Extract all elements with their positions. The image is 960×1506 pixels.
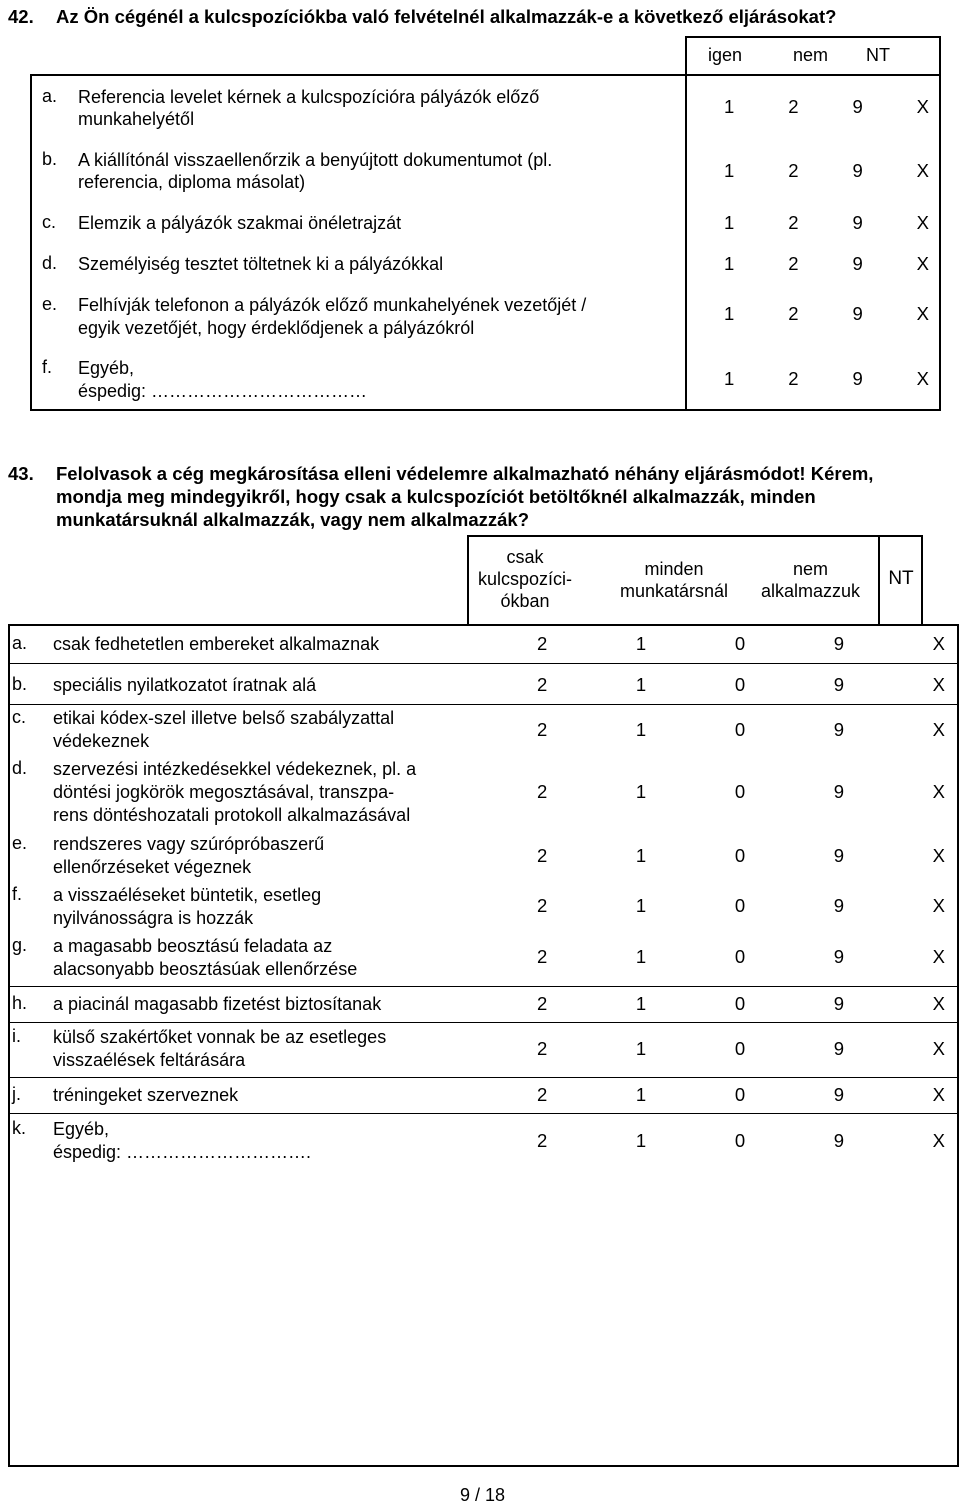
row-text-line: egyik vezetőjét, hogy érdeklődjenek a pályázókról — [78, 318, 475, 338]
q43-rule-ij — [8, 1077, 959, 1078]
code-option[interactable]: 9 — [833, 1130, 845, 1151]
row-letter: d. — [42, 253, 58, 273]
row-text-line: tréningeket szerveznek — [53, 1085, 239, 1105]
q43-question-line: mondja meg mindegyikről, hogy csak a kulcspozíciót betöltőknél alkalmazzák, minden — [56, 486, 816, 507]
page-number: 9 / 18 — [460, 1485, 506, 1505]
header-line: minden — [644, 559, 704, 579]
code-option[interactable]: 2 — [788, 212, 799, 233]
code-option[interactable]: 2 — [788, 96, 799, 117]
q43-number: 43. — [8, 463, 34, 484]
q43-codes-i[interactable] — [537, 1038, 945, 1060]
row-text-line: A kiállítónál visszaellenőrzik a benyújtott dokumentumot (pl. — [78, 150, 553, 170]
code-option[interactable]: X — [932, 1038, 945, 1059]
q42-top-rule — [685, 36, 940, 38]
code-option[interactable]: 2 — [537, 946, 548, 967]
code-option[interactable]: 2 — [537, 1130, 548, 1151]
code-option[interactable]: 9 — [852, 368, 863, 389]
code-option[interactable]: 9 — [833, 1084, 845, 1105]
q43-codes-e[interactable] — [537, 845, 945, 867]
code-option[interactable]: 2 — [788, 303, 799, 324]
code-option[interactable]: 0 — [734, 895, 746, 916]
q43-header-top-rule — [467, 535, 922, 537]
row-text-line: alacsonyabb beosztásúak ellenőrzése — [53, 959, 358, 979]
row-text-line: a visszaéléseket büntetik, esetleg — [53, 885, 322, 905]
row-text-line: külső szakértőket vonnak be az esetleges — [53, 1027, 387, 1047]
code-option[interactable]: X — [932, 993, 945, 1014]
code-option[interactable]: 9 — [852, 303, 863, 324]
row-letter: h. — [12, 993, 28, 1013]
code-option[interactable]: X — [916, 303, 929, 324]
row-text-line: visszaélések feltárására — [53, 1050, 246, 1070]
q42-codes-e[interactable] — [724, 303, 929, 325]
code-option[interactable]: X — [932, 845, 945, 866]
row-text-line: nyilvánosságra is hozzák — [53, 908, 254, 928]
code-option[interactable]: 1 — [635, 674, 647, 695]
row-text-line: munkahelyétől — [78, 109, 195, 129]
row-text-line: Személyiség tesztet töltetnek ki a pályázókkal — [78, 254, 444, 274]
code-option[interactable]: X — [932, 781, 945, 802]
row-letter: j. — [12, 1084, 21, 1104]
code-option[interactable]: 2 — [537, 781, 548, 802]
code-option[interactable]: 9 — [833, 1038, 845, 1059]
code-option[interactable]: 2 — [537, 719, 548, 740]
row-text-line: döntési jogkörök megosztásával, transzpa- — [53, 782, 395, 802]
code-option[interactable]: 2 — [537, 993, 548, 1014]
row-text-line: Elemzik a pályázók szakmai önéletrajzát — [78, 213, 402, 233]
code-option[interactable]: 2 — [537, 845, 548, 866]
q43-rule-gh — [8, 986, 959, 987]
row-letter: a. — [42, 86, 58, 106]
q43-bottom-rule — [8, 1465, 959, 1467]
q42-bottom-rule — [30, 409, 941, 411]
q42-number: 42. — [8, 6, 34, 27]
code-option[interactable]: 9 — [833, 845, 845, 866]
row-letter: b. — [12, 674, 28, 694]
code-option[interactable]: 0 — [734, 674, 746, 695]
code-option[interactable]: X — [916, 96, 929, 117]
row-letter: f. — [42, 357, 53, 377]
code-option[interactable]: 0 — [734, 946, 746, 967]
row-text-line: éspedig: …………………………. — [53, 1142, 312, 1162]
q43-codes-h[interactable] — [537, 993, 945, 1015]
code-option[interactable]: 1 — [724, 96, 735, 117]
row-text-line: referencia, diploma másolat) — [78, 172, 306, 192]
code-option[interactable]: X — [932, 895, 945, 916]
row-letter: i. — [12, 1026, 21, 1046]
q43-rule-jk — [8, 1113, 959, 1114]
code-option[interactable]: 0 — [734, 1130, 746, 1151]
q42-codes-c[interactable] — [724, 212, 929, 234]
code-option[interactable]: X — [916, 212, 929, 233]
code-option[interactable]: 9 — [852, 212, 863, 233]
code-option[interactable]: 2 — [537, 674, 548, 695]
q43-codes-b[interactable] — [537, 674, 945, 696]
code-option[interactable]: X — [932, 674, 945, 695]
row-letter: b. — [42, 149, 58, 169]
code-option[interactable]: X — [916, 160, 929, 181]
q43-codes-k[interactable] — [537, 1130, 945, 1152]
code-option[interactable]: 9 — [852, 160, 863, 181]
q42-header-rule — [30, 74, 941, 76]
code-option[interactable]: 0 — [734, 719, 746, 740]
code-option[interactable]: 9 — [833, 674, 845, 695]
code-option[interactable]: 0 — [734, 781, 746, 802]
q43-header-nem — [748, 558, 873, 602]
q43-header-nt — [880, 568, 922, 590]
code-option[interactable]: 2 — [788, 368, 799, 389]
row-text-line: Egyéb, — [78, 358, 135, 378]
code-option[interactable]: 1 — [635, 1084, 647, 1105]
row-text-line: éspedig: ……………………………… — [78, 381, 368, 401]
row-text-line: szervezési intézkedésekkel védekeznek, pl. a — [53, 759, 417, 779]
code-option[interactable]: X — [932, 1130, 945, 1151]
q42-codes-b[interactable] — [724, 160, 929, 182]
q42-codes-a[interactable] — [724, 96, 929, 118]
q43-codes-f[interactable] — [537, 895, 945, 917]
row-text-line: Felhívják telefonon a pályázók előző munkahelyének vezetőjét / — [78, 295, 587, 315]
q43-header-minden — [600, 558, 748, 602]
q42-codes-d[interactable] — [724, 253, 929, 275]
row-text-line: speciális nyilatkozatot íratnak alá — [53, 675, 317, 695]
row-letter: e. — [42, 294, 58, 314]
q43-rule-bc — [8, 704, 959, 705]
code-option[interactable]: 2 — [537, 1038, 548, 1059]
code-option[interactable]: 9 — [833, 993, 845, 1014]
code-option[interactable]: X — [932, 719, 945, 740]
q42-question: Az Ön cégénél a kulcspozíciókba való felvételnél alkalmazzák-e a következő eljárásokat? — [56, 6, 837, 27]
code-option[interactable]: X — [932, 1084, 945, 1105]
row-letter: c. — [42, 212, 57, 232]
code-option[interactable]: 1 — [724, 160, 735, 181]
q42-left-rule — [685, 36, 687, 410]
code-option[interactable]: 1 — [724, 253, 735, 274]
code-option[interactable]: 9 — [852, 253, 863, 274]
row-text-line: ellenőrzéseket végeznek — [53, 857, 252, 877]
row-letter: c. — [12, 707, 27, 727]
code-option[interactable]: 0 — [734, 1038, 746, 1059]
code-option[interactable]: X — [932, 633, 945, 654]
row-text-line: etikai kódex-szel illetve belső szabályzattal — [53, 708, 395, 728]
header-line: munkatársnál — [619, 581, 729, 601]
row-text-line: védekeznek — [53, 731, 150, 751]
header-line: kulcspozíci- — [477, 569, 573, 589]
q43-rule-ab — [8, 663, 959, 664]
q43-codes-j[interactable] — [537, 1084, 945, 1106]
code-option[interactable]: 1 — [724, 212, 735, 233]
code-option[interactable]: 1 — [724, 303, 735, 324]
code-option[interactable]: 9 — [833, 719, 845, 740]
code-option[interactable]: 2 — [537, 895, 548, 916]
row-text-line: rendszeres vagy szúrópróbaszerű — [53, 834, 325, 854]
code-option[interactable]: 9 — [833, 946, 845, 967]
code-option[interactable]: 1 — [635, 993, 647, 1014]
q42-header-nt: NT — [866, 45, 890, 65]
header-line: nem — [792, 559, 828, 579]
q42-frame-left — [30, 75, 32, 410]
header-line: NT — [888, 568, 914, 589]
code-option[interactable]: 9 — [833, 781, 845, 802]
q43-top-rule — [8, 624, 958, 626]
header-line: alkalmazzuk — [760, 581, 861, 601]
q43-header-csak — [470, 546, 580, 612]
header-line: csak — [506, 547, 544, 567]
code-option[interactable]: 1 — [635, 946, 647, 967]
q42-header-igen: igen — [708, 45, 743, 65]
code-option[interactable]: 1 — [635, 719, 647, 740]
code-option[interactable]: 1 — [635, 895, 647, 916]
row-text-line: rens döntéshozatali protokoll alkalmazásával — [53, 805, 411, 825]
row-text-line: a piacinál magasabb fizetést biztosítanak — [53, 994, 382, 1014]
q43-right-rule — [957, 624, 959, 1466]
q43-codes-a[interactable] — [537, 633, 945, 655]
code-option[interactable]: 1 — [635, 1130, 647, 1151]
code-option[interactable]: 1 — [724, 368, 735, 389]
q43-rule-hi — [8, 1022, 959, 1023]
row-letter: a. — [12, 633, 28, 653]
row-text-line: csak fedhetetlen embereket alkalmaznak — [53, 634, 380, 654]
code-option[interactable]: 2 — [788, 253, 799, 274]
q43-question-line: Felolvasok a cég megkárosítása elleni védelemre alkalmazható néhány eljárásmódot! Kérem, — [56, 463, 874, 484]
code-option[interactable]: 0 — [734, 633, 746, 654]
code-option[interactable]: 0 — [734, 845, 746, 866]
code-option[interactable]: 0 — [734, 993, 746, 1014]
q43-codes-c[interactable] — [537, 719, 945, 741]
code-option[interactable]: 1 — [635, 1038, 647, 1059]
code-option[interactable]: 9 — [833, 633, 845, 654]
code-option[interactable]: 9 — [852, 96, 863, 117]
row-text-line: Referencia levelet kérnek a kulcspozícióra pályázók előző — [78, 87, 540, 107]
q43-codes-g[interactable] — [537, 946, 945, 968]
code-option[interactable]: 1 — [635, 781, 647, 802]
row-letter: d. — [12, 758, 28, 778]
row-text-line: Egyéb, — [53, 1119, 110, 1139]
row-text-line: a magasabb beosztású feladata az — [53, 936, 333, 956]
q42-right-rule — [939, 36, 941, 410]
code-option[interactable]: 2 — [788, 160, 799, 181]
code-option[interactable]: 9 — [833, 895, 845, 916]
code-option[interactable]: X — [916, 253, 929, 274]
header-line: ókban — [500, 591, 550, 611]
code-option[interactable]: 2 — [537, 633, 548, 654]
row-letter: g. — [12, 935, 28, 955]
q43-question-line: munkatársuknál alkalmazzák, vagy nem alkalmazzák? — [56, 509, 530, 530]
row-letter: k. — [12, 1118, 27, 1138]
row-letter: e. — [12, 833, 28, 853]
q42-header-nem: nem — [793, 45, 829, 65]
row-letter: f. — [12, 884, 23, 904]
code-option[interactable]: 1 — [635, 845, 647, 866]
code-option[interactable]: X — [932, 946, 945, 967]
q43-left-rule — [8, 624, 10, 1466]
code-option[interactable]: 1 — [635, 633, 647, 654]
q43-codes-d[interactable] — [537, 781, 945, 803]
code-option[interactable]: 2 — [537, 1084, 548, 1105]
q43-header-left-rule — [467, 535, 469, 625]
q42-codes-f[interactable] — [724, 368, 929, 390]
code-option[interactable]: 0 — [734, 1084, 746, 1105]
code-option[interactable]: X — [916, 368, 929, 389]
